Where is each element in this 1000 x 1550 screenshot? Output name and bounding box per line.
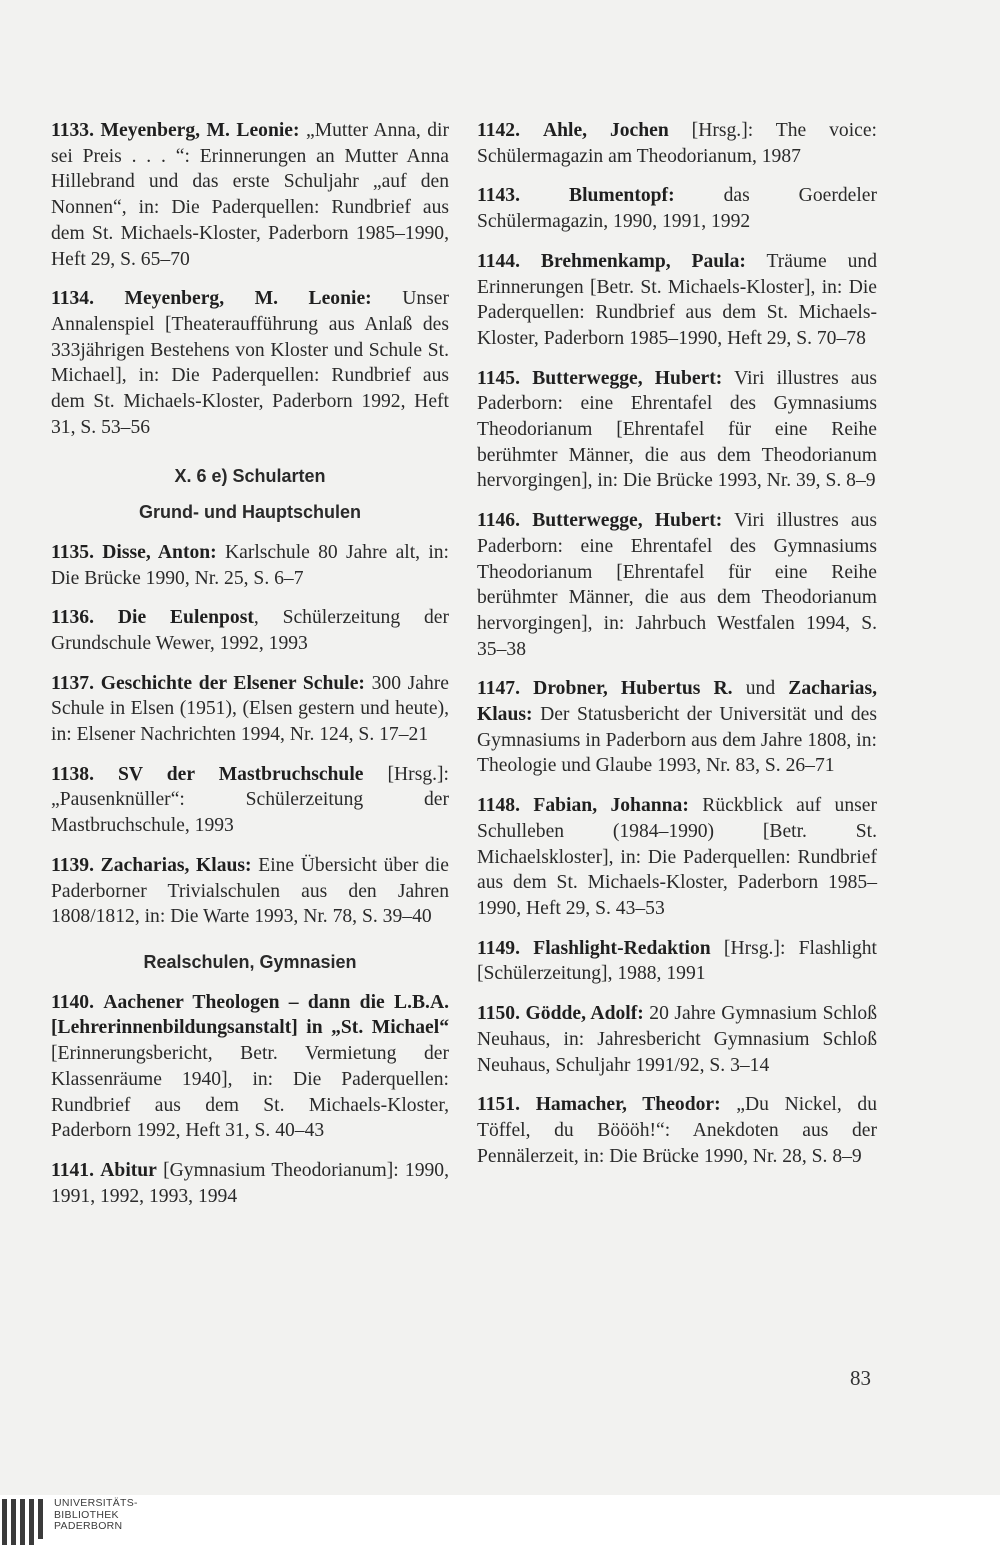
entry-author: SV der Mastbruchschule [118,763,364,785]
bibliography-entry [477,366,877,495]
bibliography-entry [51,990,449,1144]
bibliography-entry [51,118,449,272]
entry-text: 300 Jahre Schule in Elsen (1951), (Elsen gestern und heute), in: Elsener Nachrichten 1994, Nr. 124, S. 17–21 [51,672,450,746]
entry-number: 1151. [477,1094,521,1116]
entry-text: [Erinnerungsbericht, Betr. Vermietung der Klassenräume 1940], in: Die Paderquellen: Rundbrief aus dem St. Michaels-Kloster, Paderborn 1992, Heft 31, S. 40–43 [51,1043,449,1142]
entry-author: Abitur [100,1159,157,1181]
entry-number: 1150. [477,1003,521,1025]
entry-number: 1135. [51,541,95,563]
entry-author: Geschichte der Elsener Schule: [100,672,365,694]
entry-text: Viri illustres aus Paderborn: eine Ehrentafel des Gymnasiums Theodorianum [Ehrentafel für eine Reihe berühmter Männer, die aus dem Theodorianum hervorgingen], in: Die Brücke 1993, Nr. 39, S. 8–9 [477,367,877,492]
entry-text: Der Statusbericht der Universität und des Gymnasiums in Paderborn aus dem Jahre 1808, in: Theologie und Glaube 1993, Nr. 83, S. 26–71 [477,704,877,777]
left-column [51,118,449,1223]
entry-number: 1149. [477,937,521,959]
entry-text: [Hrsg.]: „Pausenknüller“: Schülerzeitung der Mastbruchschule, 1993 [51,763,449,837]
entry-author: Aachener Theologen – dann die L.B.A. [Lehrerinnenbildungsanstalt] in „St. Michael“ [51,991,449,1039]
entry-text: 20 Jahre Gymnasium Schloß Neuhaus, in: Jahresbericht Gymnasium Schloß Neuhaus, Schuljahr 1991/92, S. 3–14 [477,1003,877,1076]
entry-author: Drobner, Hubertus R. [533,678,733,700]
entry-text: [Gymnasium Theodorianum]: 1990, 1991, 1992, 1993, 1994 [51,1159,449,1207]
entry-author: Meyenberg, M. Leonie: [100,120,300,141]
subsection-heading: Realschulen, Gymnasien [143,951,357,972]
entry-author: Meyenberg, M. Leonie: [124,288,372,310]
right-column [477,118,877,1183]
entry-number: 1142. [477,120,521,141]
bibliography-entry [51,540,449,591]
entry-number: 1145. [477,367,521,389]
library-name-line: UNIVERSITÄTS- [54,1497,138,1509]
entry-text: , Schülerzeitung der Grundschule Wewer, 1992, 1993 [51,607,449,654]
entry-number: 1147. [477,678,521,700]
entry-author: Butterwegge, Hubert: [532,510,723,532]
entry-author: Disse, Anton: [102,541,217,563]
bibliography-entry [477,183,877,234]
entry-author: Brehmenkamp, Paula: [540,250,746,272]
entry-author: Zacharias, Klaus: [100,854,252,876]
entry-author: Ahle, Jochen [542,120,669,141]
entry-text: „Du Nickel, du Töffel, du Böööh!“: Anekdoten aus der Pennälerzeit, in: Die Brücke 1990, Nr. 28, S. 8–9 [477,1094,877,1167]
bibliography-entry [477,1092,877,1169]
page-number: 83 [850,1366,871,1390]
bibliography-entry [477,793,877,922]
entry-text: Rückblick auf unser Schulleben (1984–1990) [Betr. St. Michaelskloster], in: Die Paderquellen: Rundbrief aus dem St. Michaels-Kloster, Paderborn 1985–1990, Heft 29, S. 43–53 [477,795,877,919]
bibliography-entry [477,118,877,169]
entry-text: Viri illustres aus Paderborn: eine Ehrentafel des Gymnasiums Theodorianum [Ehrentafel für eine Reihe berühmter Männer, die aus dem Theodorianum hervorgingen], in: Jahrbuch Westfalen 1994, S. 35–38 [477,510,877,660]
bibliography-entry [51,286,449,440]
bibliography-entry [51,853,449,930]
entry-number: 1144. [477,250,521,272]
bibliography-entry [477,1001,877,1078]
bibliography-entry [477,676,877,779]
entry-number: 1136. [51,607,95,629]
entry-text: Karlschule 80 Jahre alt, in: Die Brücke 1990, Nr. 25, S. 6–7 [51,541,449,589]
entry-number: 1143. [477,185,521,207]
entry-number: 1133. [51,120,95,141]
bibliography-entry [51,605,449,656]
entry-text: das Goerdeler Schülermagazin, 1990, 1991, 1992 [477,185,877,233]
entry-number: 1146. [477,510,521,532]
entry-coauthor: Zacharias, Klaus: [477,678,877,726]
entry-text: [Hrsg.]: The voice: Schülermagazin am Theodorianum, 1987 [477,120,878,167]
bibliography-entry [51,1158,449,1209]
library-logo-icon [2,1499,50,1545]
entry-number: 1138. [51,763,95,785]
bibliography-entry [477,249,877,352]
entry-text: Eine Übersicht über die Paderborner Trivialschulen aus den Jahren 1808/1812, in: Die Warte 1993, Nr. 78, S. 39–40 [51,854,449,928]
subsection-heading: Grund- und Hauptschulen [139,502,361,523]
library-name-line: BIBLIOTHEK [54,1508,119,1521]
entry-author: Gödde, Adolf: [525,1003,644,1025]
entry-text: und [732,678,789,700]
entry-author: Hamacher, Theodor: [535,1094,721,1116]
entry-author: Blumentopf: [569,185,675,207]
entry-author: Butterwegge, Hubert: [532,367,723,389]
bibliography-entry [477,936,877,987]
entry-text: Träume und Erinnerungen [Betr. St. Michaels-Kloster], in: Die Paderquellen: Rundbrief aus dem St. Michaels-Kloster, Paderborn 1985–1990, Heft 29, S. 70–78 [477,250,877,349]
section-heading: X. 6 e) Schularten [174,466,326,487]
entry-author: Flashlight-Redaktion [533,937,711,959]
entry-number: 1139. [51,854,95,876]
bibliography-entry [51,671,449,748]
entry-number: 1148. [477,795,521,817]
library-name [54,1498,138,1533]
entry-text: Unser Annalenspiel [Theateraufführung aus Anlaß des 333jährigen Bestehens von Kloster und Schule St. Michael], in: Die Paderquellen: Rundbrief aus dem St. Michaels-Kloster, Paderborn 1992, Heft 31, S. 53–56 [51,288,449,438]
entry-number: 1137. [51,672,95,694]
entry-author: Fabian, Johanna: [533,795,689,817]
entry-number: 1141. [51,1159,95,1181]
entry-text: „Mutter Anna, dir sei Preis . . . “: Erinnerungen an Mutter Anna Hillebrand und das erste Schuljahr „auf den Nonnen“, in: Die Paderquellen: Rundbrief aus dem St. Michaels-Kloster, Paderborn 1985–1990, Heft 29, S. 65–70 [51,120,449,270]
bibliography-entry [477,508,877,662]
entry-number: 1134. [51,288,95,310]
entry-text: [Hrsg.]: Flashlight [Schülerzeitung], 1988, 1991 [477,937,877,985]
library-name-line: PADERBORN [54,1520,123,1532]
library-footer [0,1495,1000,1550]
entry-author: Die Eulenpost [117,607,254,629]
entry-number: 1140. [51,991,95,1013]
bibliography-entry [51,762,449,839]
